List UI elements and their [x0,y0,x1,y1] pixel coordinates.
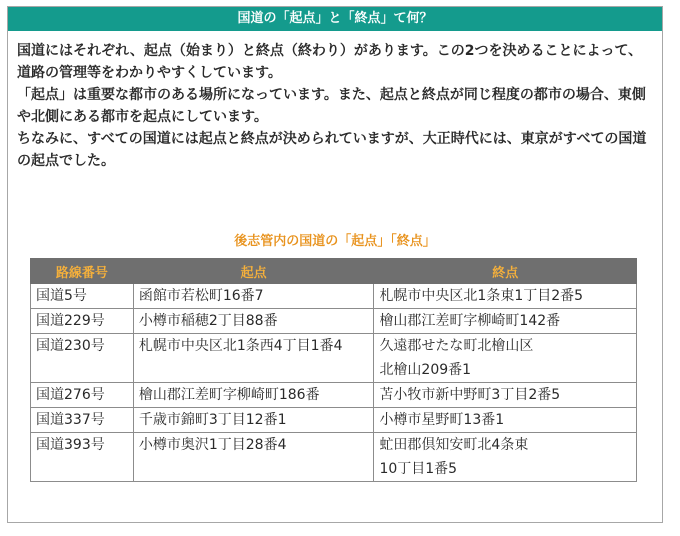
end-point-text: 札幌市中央区北1条東1丁目2番5 [379,288,584,304]
start-point-cell [133,383,374,408]
start-point-text: 千歳市錦町3丁目12番1 [138,412,287,428]
end-point-cell [374,408,637,433]
end-point-text: 小樽市星野町13番1 [379,412,505,428]
table-row [31,408,637,433]
route-number-cell: 国道393号 [31,433,134,482]
end-point-text: 檜山郡江差町字柳崎町142番 [379,313,561,329]
route-number-cell: 国道337号 [31,408,134,433]
start-point-cell [133,284,374,309]
route-number-cell: 国道230号 [31,334,134,383]
panel-header [8,7,662,31]
panel-title: 国道の「起点」と「終点」て何？ [237,11,433,26]
start-point-text: 函館市若松町16番7 [138,288,264,304]
table-row [31,433,637,482]
table-row [31,334,637,383]
table-row [31,383,637,408]
end-point-cell [374,284,637,309]
start-point-text: 札幌市中央区北1条西4丁目1番4 [138,338,343,354]
intro-paragraph-3: ちなみに、すべての国道には起点と終点が決められていますが、大正時代には、東京がすべての国道の起点でした。 [17,131,647,169]
end-point-text: 久遠郡せたな町北檜山区 [379,338,534,354]
end-point-text: 虻田郡倶知安町北4条東 [379,437,529,453]
intro-paragraph-2: 「起点」は重要な都市のある場所になっています。また、起点と終点が同じ程度の都市の場合、東側や北側にある都市を起点にしています。 [17,87,646,125]
header-start-point: 起点 [133,259,374,284]
route-table [30,258,637,482]
end-point-text: 苫小牧市新中野町3丁目2番5 [379,387,561,403]
header-route-number: 路線番号 [31,259,134,284]
start-point-text: 檜山郡江差町字柳崎町186番 [138,387,320,403]
start-point-text: 小樽市奥沢1丁目28番4 [138,437,287,453]
table-row [31,284,637,309]
route-number-cell: 国道5号 [31,284,134,309]
route-number-cell: 国道276号 [31,383,134,408]
end-point-text: 10丁目1番5 [379,461,458,477]
intro-text [17,40,652,172]
start-point-cell [133,309,374,334]
table-body [31,284,637,482]
start-point-cell [133,408,374,433]
header-end-point: 終点 [374,259,637,284]
end-point-cell [374,309,637,334]
start-point-cell [133,334,374,383]
table-title: 後志管内の国道の「起点」「終点」 [234,234,436,249]
end-point-text: 北檜山209番1 [379,362,472,378]
end-point-cell [374,383,637,408]
intro-paragraph-1: 国道にはそれぞれ、起点（始まり）と終点（終わり）があります。この2つを決めることによって、道路の管理等をわかりやすくしています。 [17,43,643,81]
start-point-text: 小樽市稲穂2丁目88番 [138,313,278,329]
table-row [31,309,637,334]
end-point-cell [374,433,637,482]
table-header-row [31,259,637,284]
start-point-cell [133,433,374,482]
route-number-cell: 国道229号 [31,309,134,334]
end-point-cell [374,334,637,383]
